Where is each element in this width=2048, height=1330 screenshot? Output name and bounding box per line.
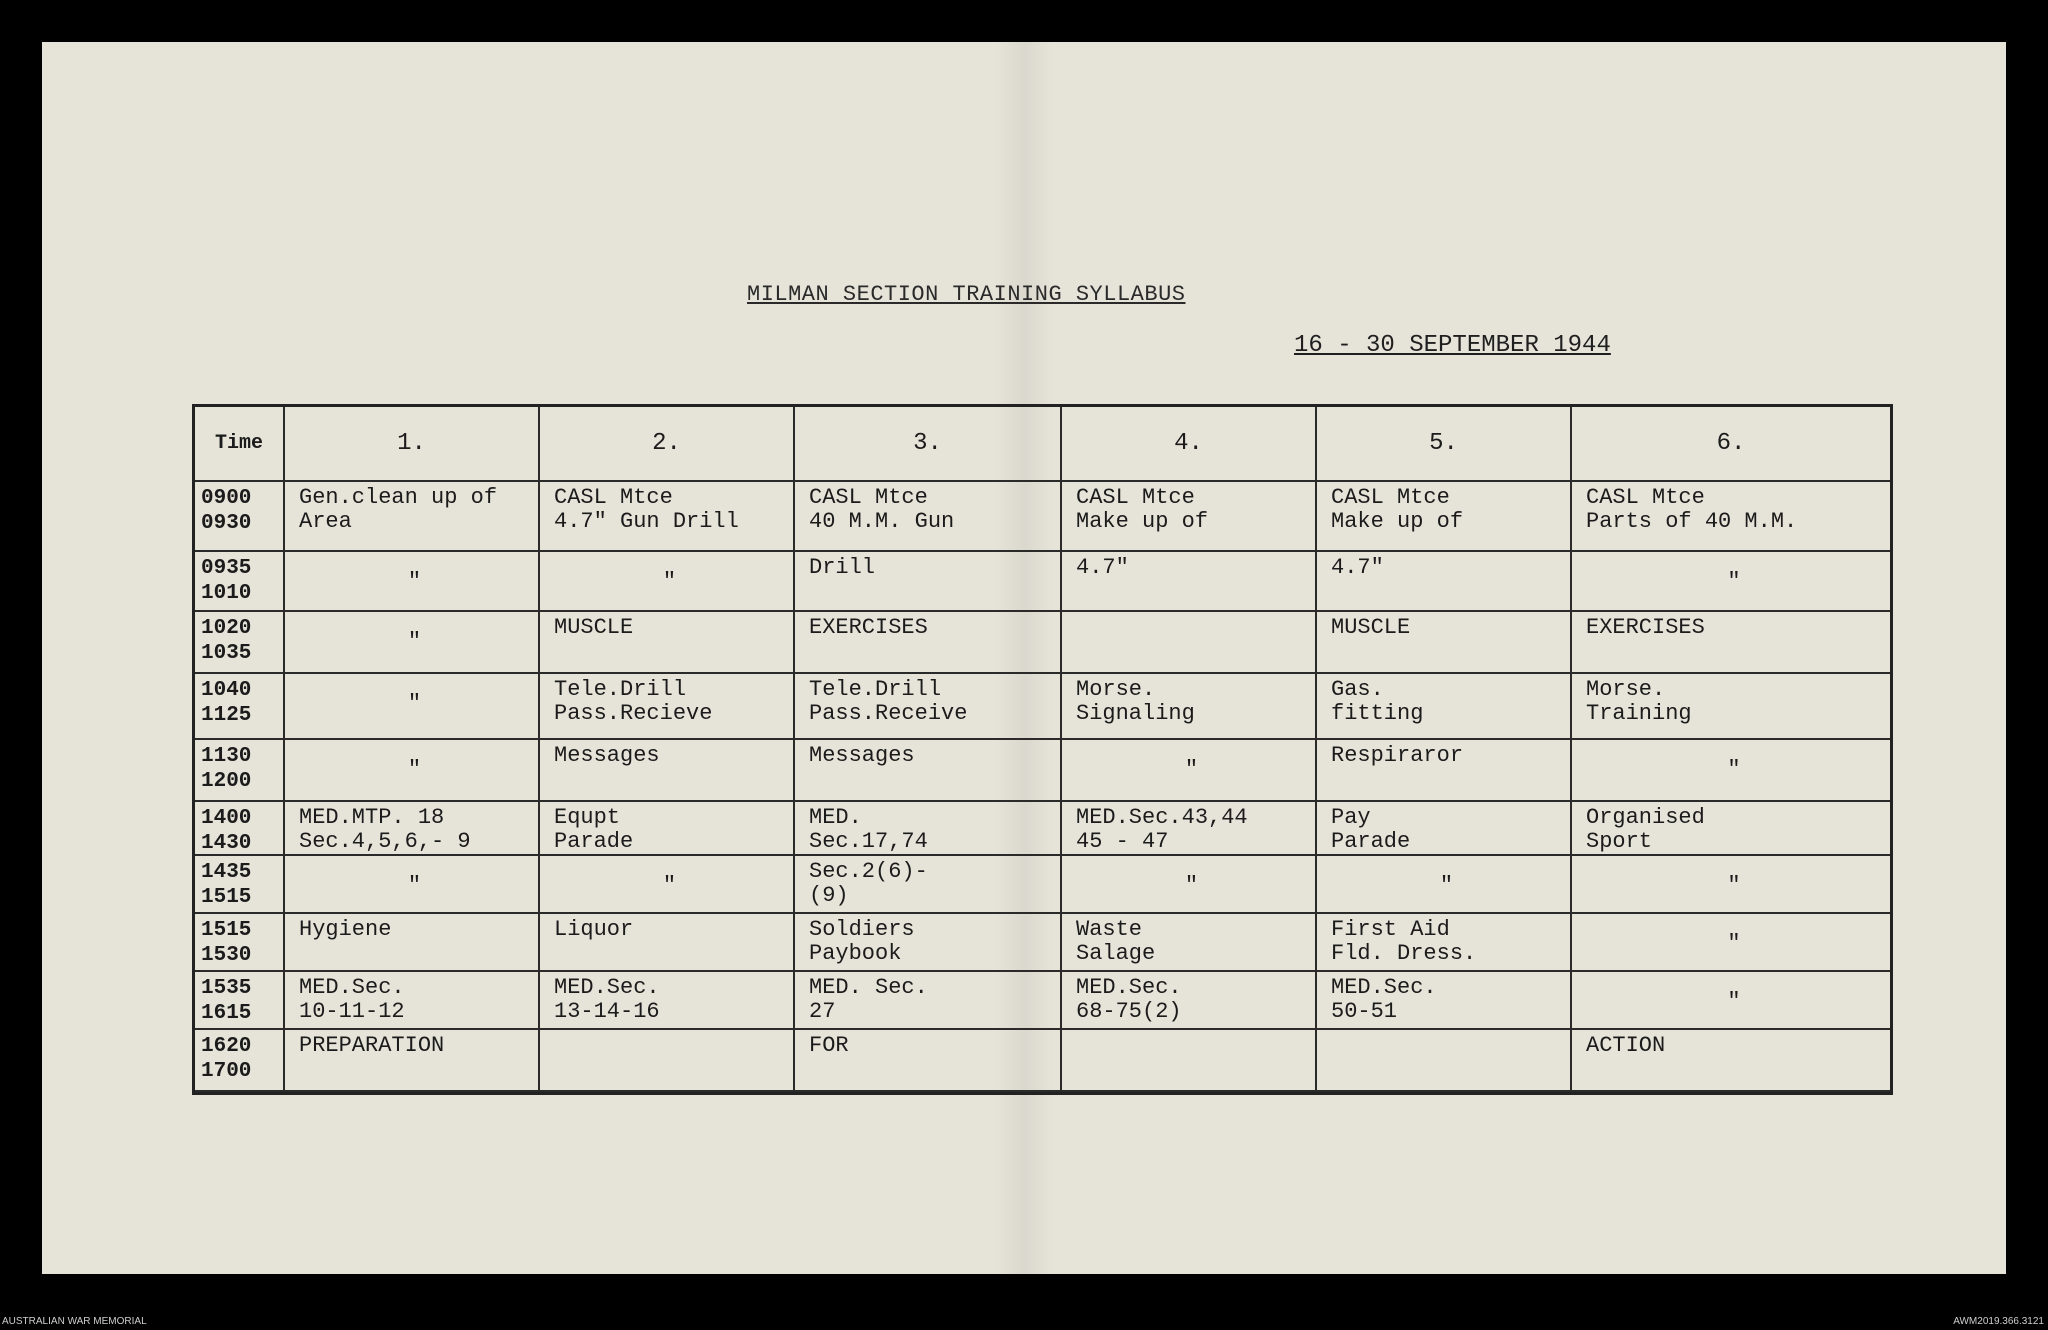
footer-archive-name: AUSTRALIAN WAR MEMORIAL xyxy=(2,1316,147,1327)
time-cell: 1535 1615 xyxy=(195,972,285,1030)
table-cell: " xyxy=(540,552,795,612)
table-cell: " xyxy=(285,552,540,612)
time-cell: 0900 0930 xyxy=(195,482,285,552)
table-cell: " xyxy=(1572,740,1890,802)
table-cell: MED.Sec. 13-14-16 xyxy=(540,972,795,1030)
table-cell: " xyxy=(285,740,540,802)
table-cell: Tele.Drill Pass.Recieve xyxy=(540,674,795,740)
table-cell: Liquor xyxy=(540,914,795,972)
table-cell: Organised Sport xyxy=(1572,802,1890,856)
header-group-6: 6. xyxy=(1572,407,1890,482)
table-cell: " xyxy=(285,612,540,674)
time-cell: 1040 1125 xyxy=(195,674,285,740)
header-time: Time xyxy=(195,407,285,482)
table-cell: EXERCISES xyxy=(1572,612,1890,674)
table-cell: EXERCISES xyxy=(795,612,1062,674)
table-cell: " xyxy=(1317,856,1572,914)
table-cell: " xyxy=(1572,914,1890,972)
header-group-5: 5. xyxy=(1317,407,1572,482)
table-cell: Morse. Training xyxy=(1572,674,1890,740)
table-cell: Pay Parade xyxy=(1317,802,1572,856)
table-cell: CASL Mtce Make up of xyxy=(1317,482,1572,552)
header-group-4: 4. xyxy=(1062,407,1317,482)
document-title: MILMAN SECTION TRAINING SYLLABUS xyxy=(747,282,1186,307)
table-cell: Sec.2(6)- (9) xyxy=(795,856,1062,914)
table-cell: CASL Mtce Parts of 40 M.M. xyxy=(1572,482,1890,552)
table-cell: MED.Sec. 10-11-12 xyxy=(285,972,540,1030)
table-cell: Drill xyxy=(795,552,1062,612)
date-range: 16 - 30 SEPTEMBER 1944 xyxy=(1294,332,1611,359)
training-syllabus-table xyxy=(192,404,1893,1095)
header-group-1: 1. xyxy=(285,407,540,482)
table-cell: 4.7" xyxy=(1062,552,1317,612)
table-cell: First Aid Fld. Dress. xyxy=(1317,914,1572,972)
table-cell: Soldiers Paybook xyxy=(795,914,1062,972)
time-cell: 1515 1530 xyxy=(195,914,285,972)
table-cell: MED. Sec.17,74 xyxy=(795,802,1062,856)
table-cell xyxy=(1317,1030,1572,1092)
time-cell: 1020 1035 xyxy=(195,612,285,674)
time-cell: 1620 1700 xyxy=(195,1030,285,1092)
time-cell: 1435 1515 xyxy=(195,856,285,914)
header-group-2: 2. xyxy=(540,407,795,482)
table-cell: Messages xyxy=(795,740,1062,802)
table-cell: Equpt Parade xyxy=(540,802,795,856)
table-cell: Gas. fitting xyxy=(1317,674,1572,740)
document-page xyxy=(42,42,2006,1274)
table-cell: FOR xyxy=(795,1030,1062,1092)
time-cell: 0935 1010 xyxy=(195,552,285,612)
table-cell: MED. Sec. 27 xyxy=(795,972,1062,1030)
table-cell: Respiraror xyxy=(1317,740,1572,802)
table-cell xyxy=(1062,612,1317,674)
table-cell xyxy=(540,1030,795,1092)
table-cell: MED.Sec. 68-75(2) xyxy=(1062,972,1317,1030)
table-cell xyxy=(1062,1030,1317,1092)
table-cell: Waste Salage xyxy=(1062,914,1317,972)
table-cell: Morse. Signaling xyxy=(1062,674,1317,740)
table-cell: " xyxy=(1572,552,1890,612)
table-cell: 4.7" xyxy=(1317,552,1572,612)
table-cell: CASL Mtce 4.7" Gun Drill xyxy=(540,482,795,552)
table-cell: " xyxy=(1062,740,1317,802)
table-cell: CASL Mtce Make up of xyxy=(1062,482,1317,552)
table-cell: MED.Sec. 50-51 xyxy=(1317,972,1572,1030)
table-cell: ACTION xyxy=(1572,1030,1890,1092)
table-cell: Tele.Drill Pass.Receive xyxy=(795,674,1062,740)
footer-catalogue-number: AWM2019.366.3121 xyxy=(1953,1316,2044,1327)
table-cell: " xyxy=(285,856,540,914)
table-cell: MED.Sec.43,44 45 - 47 xyxy=(1062,802,1317,856)
table-cell: " xyxy=(1572,856,1890,914)
table-cell: CASL Mtce 40 M.M. Gun xyxy=(795,482,1062,552)
table-cell: Gen.clean up of Area xyxy=(285,482,540,552)
table-cell: Messages xyxy=(540,740,795,802)
table-cell: MUSCLE xyxy=(540,612,795,674)
time-cell: 1130 1200 xyxy=(195,740,285,802)
table-cell: " xyxy=(285,674,540,740)
time-cell: 1400 1430 xyxy=(195,802,285,856)
table-cell: MUSCLE xyxy=(1317,612,1572,674)
table-cell: PREPARATION xyxy=(285,1030,540,1092)
table-cell: " xyxy=(1062,856,1317,914)
table-cell: " xyxy=(540,856,795,914)
header-group-3: 3. xyxy=(795,407,1062,482)
table-cell: Hygiene xyxy=(285,914,540,972)
table-cell: " xyxy=(1572,972,1890,1030)
table-cell: MED.MTP. 18 Sec.4,5,6,- 9 xyxy=(285,802,540,856)
